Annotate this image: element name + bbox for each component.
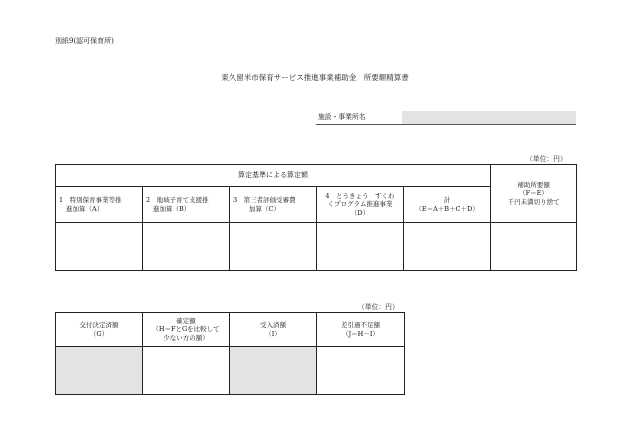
value-g-cell[interactable] [56,347,143,395]
col-header-a: 1 特別保育事業等推 進加算（A） [56,187,143,223]
calculation-table [55,164,577,271]
facility-label-underline [316,124,402,125]
col-header-i: 受入済額 （I） [230,313,317,347]
result-table [55,312,405,395]
value-j-cell[interactable] [317,347,405,395]
col-header-j: 差引過不足額 （J＝H－I） [317,313,405,347]
subsidy-header: 補助所要額 （F＝E） 千円未満切り捨て [491,165,577,223]
facility-name-label: 施設・事業所名 [318,113,366,121]
value-i-cell[interactable] [230,347,317,395]
result-unit-label: （単位：円） [358,303,399,311]
value-d-cell[interactable] [317,223,404,271]
col-header-total: 計 （E＝A＋B＋C＋D） [404,187,491,223]
value-total-cell[interactable] [404,223,491,271]
facility-name-field[interactable] [402,111,576,125]
value-a-cell[interactable] [56,223,143,271]
value-subsidy-cell[interactable] [491,223,577,271]
col-header-c: 3 第三者評価受審費 加算（C） [230,187,317,223]
value-h-cell[interactable] [143,347,230,395]
document-title: 東久留米市保育サービス推進事業補助金 所要額精算書 [221,73,409,82]
col-header-g: 交付決定済額 （G） [56,313,143,347]
form-number-label: 別紙9(認可保育所) [55,37,114,45]
value-c-cell[interactable] [230,223,317,271]
col-header-b: 2 地域子育て支援推 進加算（B） [143,187,230,223]
col-header-h: 確定額 （H＝FとGを比較して 少ない方の額） [143,313,230,347]
col-header-d: 4 とうきょう すくわ くプログラム推進事業 （D） [317,187,404,223]
calc-group-header: 算定基準による算定額 [56,165,491,187]
calc-unit-label: （単位：円） [526,155,567,163]
value-b-cell[interactable] [143,223,230,271]
